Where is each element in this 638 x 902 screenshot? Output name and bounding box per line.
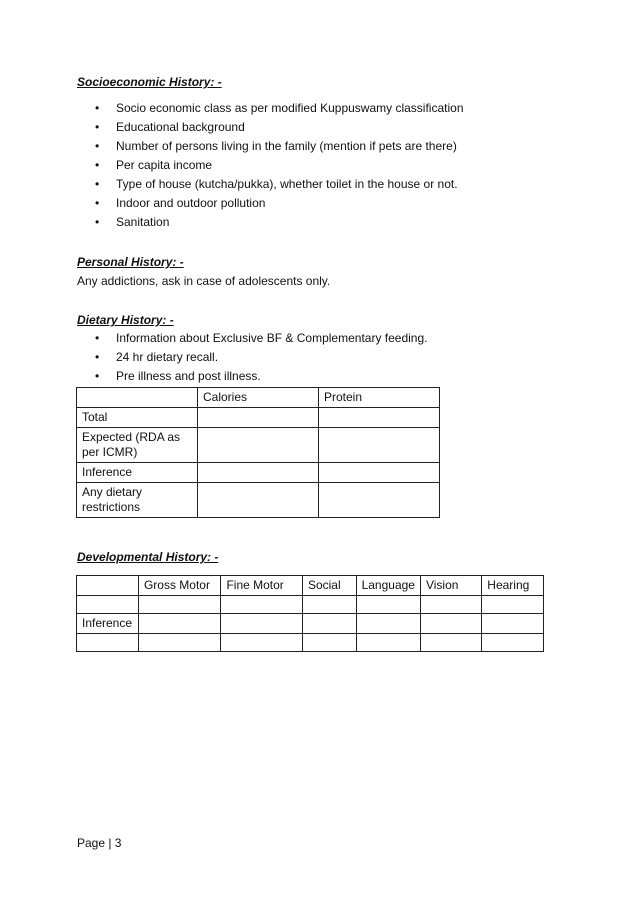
table-cell bbox=[198, 408, 319, 428]
list-item bbox=[92, 348, 427, 367]
bullet-icon: • bbox=[95, 369, 100, 383]
table-cell: Inference bbox=[77, 614, 139, 634]
table-header-cell bbox=[77, 388, 198, 408]
list-item bbox=[92, 213, 464, 232]
table-cell bbox=[356, 634, 420, 652]
table-cell bbox=[221, 596, 303, 614]
table-row bbox=[77, 596, 544, 614]
bullet-icon: • bbox=[95, 158, 100, 172]
table-cell: Total bbox=[77, 408, 198, 428]
table-cell bbox=[138, 614, 221, 634]
list-item-text: Sanitation bbox=[116, 215, 170, 229]
table-header-cell: Calories bbox=[198, 388, 319, 408]
table-cell: Inference bbox=[77, 463, 198, 483]
table-cell: Any dietary restrictions bbox=[77, 483, 198, 518]
bullet-icon: • bbox=[95, 139, 100, 153]
list-item-text: Information about Exclusive BF & Complementary feeding. bbox=[116, 331, 428, 345]
dietary-table bbox=[76, 387, 440, 518]
table-row bbox=[77, 408, 440, 428]
list-item-text: 24 hr dietary recall. bbox=[116, 350, 219, 364]
table-header-row bbox=[77, 576, 544, 596]
bullet-icon: • bbox=[95, 101, 100, 115]
list-item-text: Number of persons living in the family (mention if pets are there) bbox=[116, 139, 457, 153]
table-cell bbox=[356, 614, 420, 634]
table-row bbox=[77, 463, 440, 483]
table-row bbox=[77, 428, 440, 463]
table-header-cell: Language bbox=[356, 576, 420, 596]
table-cell bbox=[198, 483, 319, 518]
table-cell bbox=[198, 463, 319, 483]
table-cell bbox=[198, 428, 319, 463]
table-cell bbox=[319, 408, 440, 428]
list-item bbox=[92, 137, 464, 156]
list-item-text: Educational background bbox=[116, 120, 245, 134]
table-cell bbox=[221, 614, 303, 634]
table-row bbox=[77, 634, 544, 652]
list-item-text: Indoor and outdoor pollution bbox=[116, 196, 266, 210]
table-header-cell: Vision bbox=[420, 576, 481, 596]
table-cell bbox=[420, 596, 481, 614]
table-header-cell: Gross Motor bbox=[138, 576, 221, 596]
socioeconomic-list bbox=[92, 99, 464, 232]
table-cell bbox=[482, 614, 544, 634]
table-cell bbox=[77, 596, 139, 614]
dietary-list bbox=[92, 329, 427, 386]
table-cell bbox=[482, 596, 544, 614]
list-item-text: Socio economic class as per modified Kuppuswamy classification bbox=[116, 101, 464, 115]
bullet-icon: • bbox=[95, 350, 100, 364]
dietary-heading: Dietary History: - bbox=[77, 313, 174, 327]
list-item-text: Pre illness and post illness. bbox=[116, 369, 261, 383]
table-cell bbox=[77, 634, 139, 652]
list-item bbox=[92, 118, 464, 137]
list-item bbox=[92, 194, 464, 213]
list-item bbox=[92, 156, 464, 175]
table-header-cell: Social bbox=[302, 576, 356, 596]
bullet-icon: • bbox=[95, 331, 100, 345]
list-item bbox=[92, 367, 427, 386]
table-cell bbox=[482, 634, 544, 652]
table-cell bbox=[302, 614, 356, 634]
table-cell bbox=[356, 596, 420, 614]
personal-text: Any addictions, ask in case of adolescents only. bbox=[77, 274, 331, 288]
table-row bbox=[77, 483, 440, 518]
table-cell bbox=[319, 463, 440, 483]
table-cell bbox=[138, 634, 221, 652]
table-cell bbox=[138, 596, 221, 614]
table-cell bbox=[420, 634, 481, 652]
bullet-icon: • bbox=[95, 215, 100, 229]
table-header-cell: Hearing bbox=[482, 576, 544, 596]
table-header-cell: Protein bbox=[319, 388, 440, 408]
socioeconomic-heading: Socioeconomic History: - bbox=[77, 75, 222, 89]
list-item bbox=[92, 329, 427, 348]
table-header-row bbox=[77, 388, 440, 408]
page-number: Page | 3 bbox=[77, 836, 122, 850]
table-cell bbox=[319, 483, 440, 518]
list-item bbox=[92, 175, 464, 194]
table-cell bbox=[420, 614, 481, 634]
personal-heading: Personal History: - bbox=[77, 255, 184, 269]
bullet-icon: • bbox=[95, 120, 100, 134]
table-cell bbox=[319, 428, 440, 463]
developmental-table bbox=[76, 575, 544, 652]
table-cell: Expected (RDA as per ICMR) bbox=[77, 428, 198, 463]
list-item-text: Type of house (kutcha/pukka), whether toilet in the house or not. bbox=[116, 177, 458, 191]
table-header-cell bbox=[77, 576, 139, 596]
bullet-icon: • bbox=[95, 196, 100, 210]
table-cell bbox=[302, 634, 356, 652]
table-cell bbox=[302, 596, 356, 614]
developmental-heading: Developmental History: - bbox=[77, 550, 219, 564]
table-cell bbox=[221, 634, 303, 652]
list-item bbox=[92, 99, 464, 118]
table-header-cell: Fine Motor bbox=[221, 576, 303, 596]
table-row bbox=[77, 614, 544, 634]
bullet-icon: • bbox=[95, 177, 100, 191]
list-item-text: Per capita income bbox=[116, 158, 213, 172]
